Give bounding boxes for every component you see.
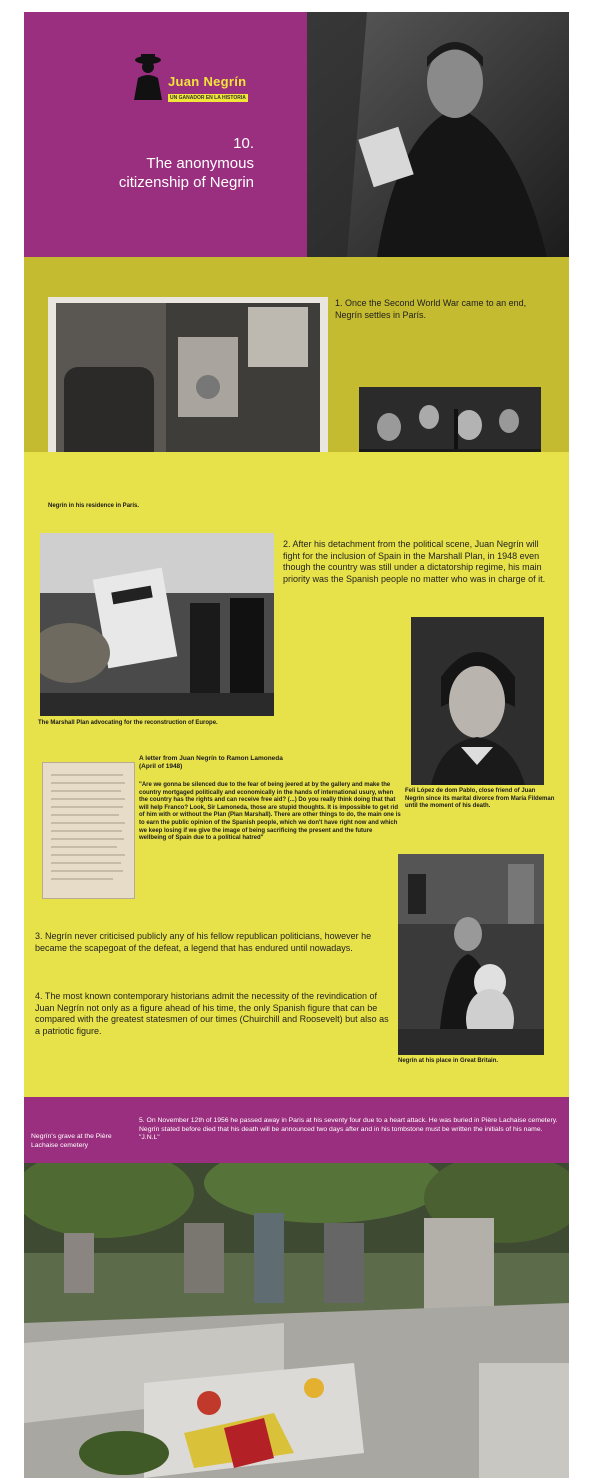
caption-grave: Negrín's grave at the Pière Lachaise cemetery — [31, 1133, 112, 1149]
great-britain-photo — [398, 854, 544, 1055]
cemetery-photo — [24, 1163, 569, 1478]
section2-text: 2. After his detachment from the political scene, Juan Negrín will fight for the inclusion of Spain in the Marshall Plan, in 1948 even though the country was still under a dictatorship regime, his main priority was the Spanish people no matter who was in charge of it. — [283, 539, 546, 584]
feli-lopez-portrait — [411, 617, 544, 785]
caption-britain: Negrín at his place in Great Britain. — [398, 1058, 499, 1064]
letter-heading: A letter from Juan Negrín to Ramon Lamoneda (April of 1948) — [139, 755, 283, 770]
letter-quote: "Are we gonna be silenced due to the fear of being jeered at by the gallery and make the country mortgaged politically and economically in the hands of international usury, when the country has the rights and can receive free aid? (...) Do you really think doing that that will help Franco? Look, Sir Lamoneda, those are stupid thoughts. It is impossible to get rid of him with or without the Plan (Plan Marshall). There are other things to do, the main one is to earn the public opinion of the Spanish people, which we don't have right now and which we keep losing if we give the image of being sacrificing the present and the future wellbeing of Spain due to a political hatred" — [139, 782, 401, 842]
caption-marshall: The Marshall Plan advocating for the reconstruction of Europe. — [38, 720, 218, 726]
negrin-portrait-photo — [307, 12, 569, 257]
page-title: The anonymous citizenship of Negrin — [118, 155, 254, 191]
section1-text: 1. Once the Second World War came to an end, Negrín settles in París. — [335, 298, 527, 320]
caption-feli: Feli López de dom Pablo, close friend of Juan Negrín since its marital divorce from María Fildeman until the moment of his death. — [405, 788, 555, 809]
section-number: 10. — [233, 135, 254, 152]
section3-text: 3. Negrín never criticised publicly any of his fellow republican politicians, however he became the scapegoat of the defeat, a legend that has endured until nowadays. — [35, 931, 372, 953]
section5-text: 5. On November 12th of 1956 he passed away in Paris at his seventy four due to a heart attack. He was buried in Pière Lachaise cemetery. Negrín stated before died that his death will be announced two days after and in his tombstone must be written the initials of his name. "J.N.L" — [139, 1117, 558, 1142]
header-panel — [24, 12, 307, 257]
section4-text: 4. The most known contemporary historians admit the necessity of the revindication of Juan Negrín not only as a figure ahead of his time, the only Spanish figure that can be compared with the greatest statesmen of our times (Chuirchill and Roosevelt) but also as a patriotic figure. — [35, 991, 389, 1036]
letter-image — [42, 762, 135, 899]
caption-residence: Negrín in his residence in París. — [48, 503, 140, 509]
marshall-plan-photo — [40, 533, 274, 716]
logo-name: Juan Negrín — [168, 74, 247, 89]
logo-tagline: UN GANADOR EN LA HISTORIA — [170, 95, 246, 101]
logo-silhouette-icon — [128, 52, 168, 102]
